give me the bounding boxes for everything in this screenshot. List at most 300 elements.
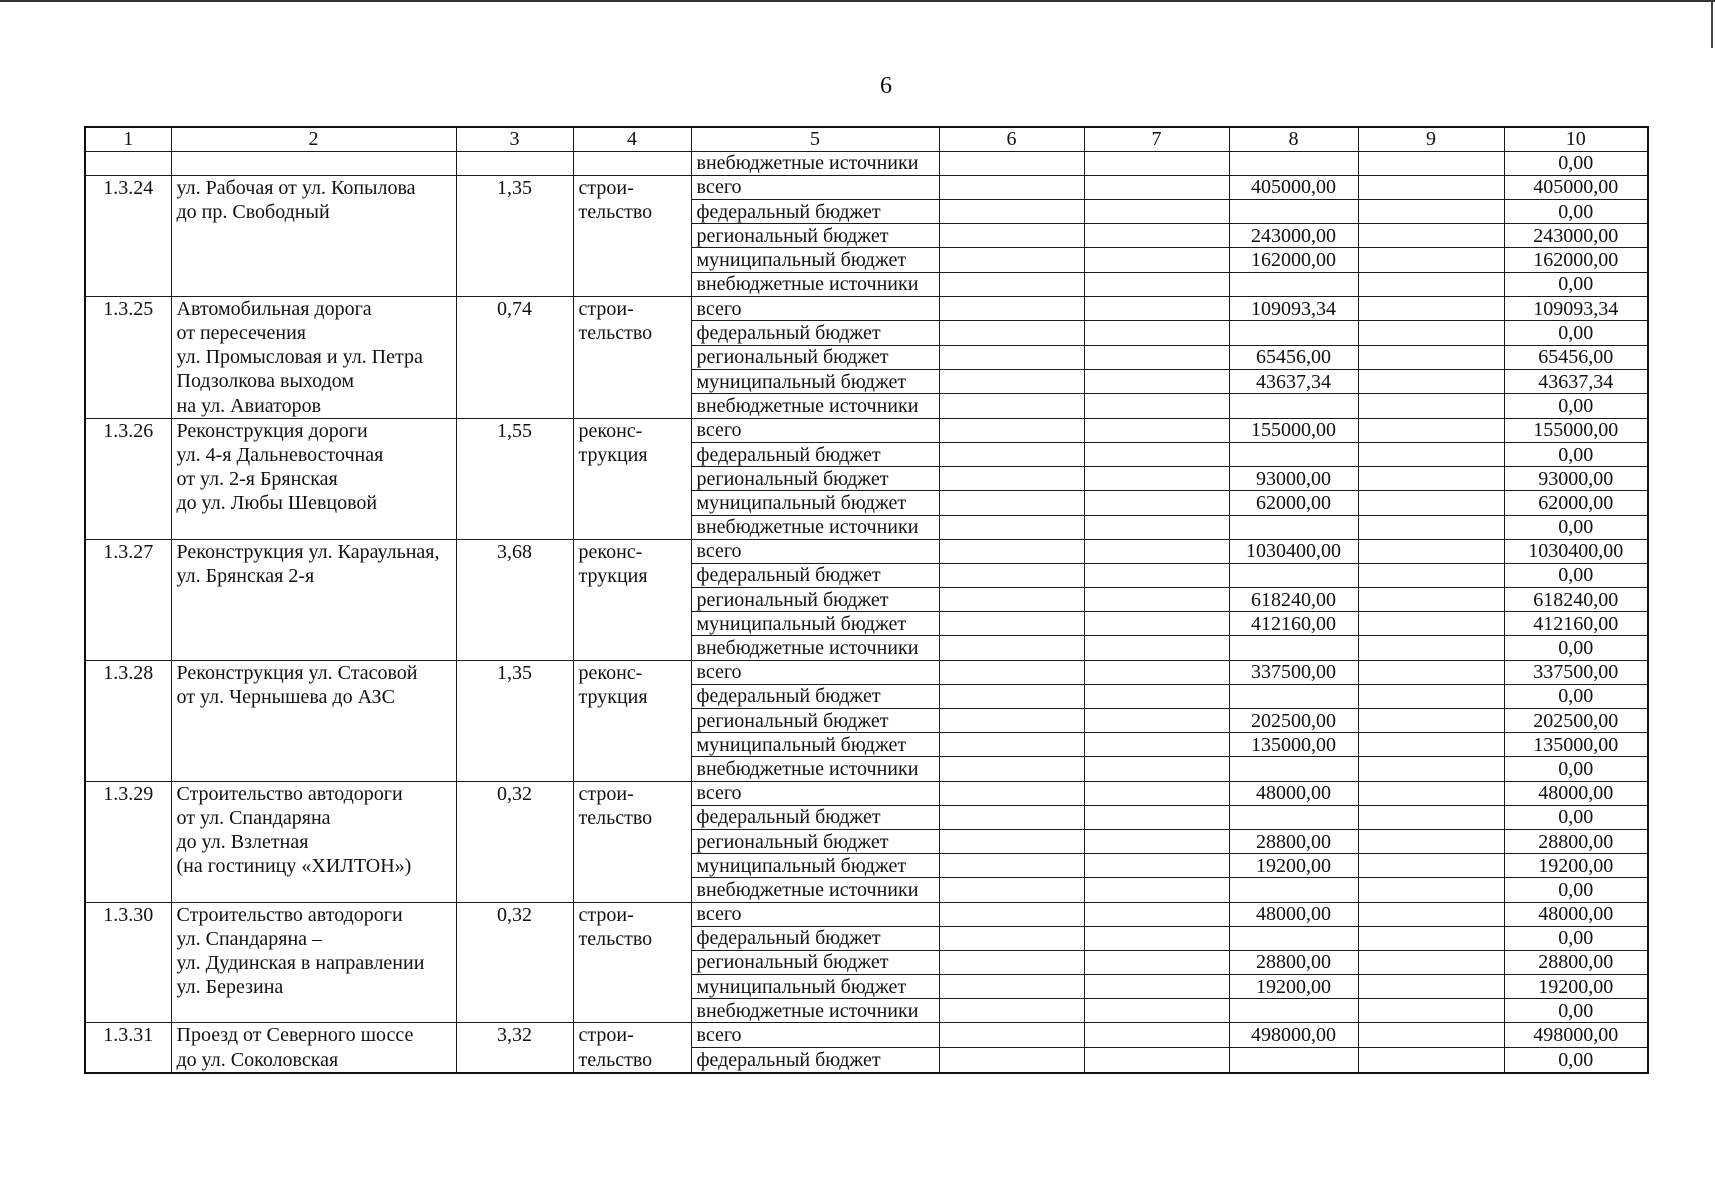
column-8-value [1229, 805, 1358, 829]
column-10-value: 0,00 [1504, 805, 1648, 829]
column-7-cell [1084, 975, 1229, 999]
column-7-cell [1084, 781, 1229, 805]
funding-source: федеральный бюджет [691, 563, 939, 587]
scan-edge-top [0, 0, 1715, 2]
column-8-value [1229, 321, 1358, 345]
column-8-value: 1030400,00 [1229, 539, 1358, 563]
funding-source: региональный бюджет [691, 345, 939, 369]
column-9-cell [1358, 563, 1504, 587]
item-code: 1.3.30 [85, 902, 171, 1023]
funding-source: муниципальный бюджет [691, 854, 939, 878]
column-10-value: 0,00 [1504, 321, 1648, 345]
column-7-cell [1084, 200, 1229, 224]
work-type-line: тельство [578, 322, 653, 344]
funding-source: всего [691, 539, 939, 563]
column-7-cell [1084, 563, 1229, 587]
column-9-cell [1358, 248, 1504, 272]
column-9-cell [1358, 588, 1504, 612]
column-6-cell [939, 829, 1084, 853]
column-9-cell [1358, 345, 1504, 369]
column-6-cell [939, 854, 1084, 878]
work-type [573, 781, 691, 902]
column-8-value: 28800,00 [1229, 950, 1358, 974]
column-header-9: 9 [1358, 127, 1504, 151]
column-9-cell [1358, 1023, 1504, 1048]
table-row [85, 539, 1648, 563]
column-7-cell [1084, 296, 1229, 320]
column-9-cell [1358, 950, 1504, 974]
column-6-cell [939, 175, 1084, 199]
column-7-cell [1084, 588, 1229, 612]
column-8-value [1229, 563, 1358, 587]
funding-source: федеральный бюджет [691, 200, 939, 224]
funding-source: региональный бюджет [691, 588, 939, 612]
item-code [85, 151, 171, 175]
work-type [573, 539, 691, 660]
column-6-cell [939, 733, 1084, 757]
work-type-line: строи- [578, 1024, 634, 1047]
column-10-value: 93000,00 [1504, 467, 1648, 491]
column-8-value [1229, 878, 1358, 902]
object-name-line: до ул. Взлетная [176, 830, 309, 853]
column-10-value: 65456,00 [1504, 345, 1648, 369]
funding-source: федеральный бюджет [691, 1048, 939, 1073]
column-8-value: 243000,00 [1229, 224, 1358, 248]
column-10-value: 0,00 [1504, 200, 1648, 224]
column-8-value [1229, 636, 1358, 660]
work-type-line: трукция [578, 685, 648, 708]
column-7-cell [1084, 829, 1229, 853]
object-name-line: Автомобильная дорога [176, 297, 372, 320]
column-9-cell [1358, 733, 1504, 757]
column-9-cell [1358, 539, 1504, 563]
item-code: 1.3.31 [85, 1023, 171, 1073]
column-8-value: 498000,00 [1229, 1023, 1358, 1048]
work-type [573, 151, 691, 175]
column-6-cell [939, 563, 1084, 587]
column-7-cell [1084, 612, 1229, 636]
funding-source: муниципальный бюджет [691, 369, 939, 393]
column-6-cell [939, 684, 1084, 708]
object-name-line: Подзолкова выходом [176, 370, 355, 393]
table-row [85, 175, 1648, 199]
column-7-cell [1084, 442, 1229, 466]
funding-source: внебюджетные источники [691, 757, 939, 781]
column-9-cell [1358, 757, 1504, 781]
column-8-value: 43637,34 [1229, 369, 1358, 393]
column-6-cell [939, 151, 1084, 175]
column-header-4: 4 [573, 127, 691, 151]
object-name-line: Строительство автодороги [176, 903, 403, 926]
column-6-cell [939, 926, 1084, 950]
column-10-value: 1030400,00 [1504, 539, 1648, 563]
column-7-cell [1084, 224, 1229, 248]
column-7-cell [1084, 248, 1229, 272]
column-8-value: 62000,00 [1229, 491, 1358, 515]
column-8-value [1229, 394, 1358, 418]
object-name-line: от ул. Спандаряна [176, 806, 331, 829]
column-8-value: 109093,34 [1229, 296, 1358, 320]
column-8-value [1229, 151, 1358, 175]
column-9-cell [1358, 175, 1504, 199]
column-7-cell [1084, 999, 1229, 1023]
column-9-cell [1358, 272, 1504, 296]
column-6-cell [939, 248, 1084, 272]
object-name [171, 418, 456, 539]
column-6-cell [939, 709, 1084, 733]
column-9-cell [1358, 200, 1504, 224]
column-10-value: 202500,00 [1504, 709, 1648, 733]
object-name-line: до ул. Любы Шевцовой [176, 492, 378, 515]
work-type-line: тельство [578, 1048, 653, 1071]
column-10-value: 0,00 [1504, 151, 1648, 175]
column-6-cell [939, 345, 1084, 369]
column-6-cell [939, 467, 1084, 491]
column-8-value [1229, 926, 1358, 950]
column-6-cell [939, 272, 1084, 296]
column-10-value: 0,00 [1504, 515, 1648, 539]
page-number: 6 [880, 73, 892, 99]
table-body [85, 151, 1648, 1073]
column-8-value: 93000,00 [1229, 467, 1358, 491]
funding-source: федеральный бюджет [691, 321, 939, 345]
column-header-6: 6 [939, 127, 1084, 151]
item-code: 1.3.28 [85, 660, 171, 781]
column-8-value: 618240,00 [1229, 588, 1358, 612]
object-name-line: от ул. 2-я Брянская [176, 468, 338, 491]
work-type [573, 175, 691, 296]
work-type-line: трукция [578, 564, 648, 587]
length-value: 0,74 [456, 296, 573, 418]
column-10-value: 0,00 [1504, 636, 1648, 660]
column-7-cell [1084, 539, 1229, 563]
funding-source: внебюджетные источники [691, 636, 939, 660]
work-type-line: строи- [578, 782, 634, 805]
work-type-line: тельство [578, 806, 653, 829]
work-type [573, 418, 691, 539]
column-6-cell [939, 1048, 1084, 1073]
column-7-cell [1084, 805, 1229, 829]
column-8-value: 28800,00 [1229, 829, 1358, 853]
funding-source: федеральный бюджет [691, 442, 939, 466]
column-6-cell [939, 539, 1084, 563]
column-9-cell [1358, 418, 1504, 442]
column-header-8: 8 [1229, 127, 1358, 151]
funding-source: всего [691, 660, 939, 684]
funding-source: федеральный бюджет [691, 684, 939, 708]
column-6-cell [939, 781, 1084, 805]
column-6-cell [939, 975, 1084, 999]
column-6-cell [939, 1023, 1084, 1048]
work-type [573, 902, 691, 1023]
column-7-cell [1084, 1023, 1229, 1048]
funding-source: муниципальный бюджет [691, 491, 939, 515]
column-7-cell [1084, 151, 1229, 175]
column-6-cell [939, 612, 1084, 636]
column-10-value: 337500,00 [1504, 660, 1648, 684]
column-8-value: 405000,00 [1229, 175, 1358, 199]
column-9-cell [1358, 296, 1504, 320]
column-8-value: 337500,00 [1229, 660, 1358, 684]
column-10-value: 162000,00 [1504, 248, 1648, 272]
column-9-cell [1358, 781, 1504, 805]
column-6-cell [939, 902, 1084, 926]
table-row [85, 902, 1648, 926]
column-10-value: 412160,00 [1504, 612, 1648, 636]
table-row [85, 660, 1648, 684]
column-8-value: 155000,00 [1229, 418, 1358, 442]
column-9-cell [1358, 854, 1504, 878]
object-name-line: ул. Брянская 2-я [176, 564, 315, 587]
column-7-cell [1084, 467, 1229, 491]
column-header-10: 10 [1504, 127, 1648, 151]
item-code: 1.3.25 [85, 296, 171, 418]
column-8-value [1229, 1048, 1358, 1073]
column-header-3: 3 [456, 127, 573, 151]
funding-source: внебюджетные источники [691, 151, 939, 175]
item-code: 1.3.24 [85, 175, 171, 296]
work-type-line: реконс- [578, 661, 643, 684]
column-10-value: 0,00 [1504, 757, 1648, 781]
column-7-cell [1084, 394, 1229, 418]
column-8-value: 65456,00 [1229, 345, 1358, 369]
object-name [171, 151, 456, 175]
column-9-cell [1358, 321, 1504, 345]
work-type-line: строи- [578, 176, 634, 199]
column-8-value: 48000,00 [1229, 902, 1358, 926]
column-10-value: 48000,00 [1504, 902, 1648, 926]
table-row [85, 296, 1648, 320]
column-10-value: 19200,00 [1504, 854, 1648, 878]
work-type-line: трукция [578, 443, 648, 466]
object-name-line: на ул. Авиаторов [176, 394, 322, 417]
funding-source: всего [691, 418, 939, 442]
column-9-cell [1358, 829, 1504, 853]
column-10-value: 109093,34 [1504, 296, 1648, 320]
object-name-line: от ул. Чернышева до АЗС [176, 685, 395, 708]
object-name [171, 781, 456, 902]
object-name-line: ул. Промысловая и ул. Петра [176, 346, 423, 369]
column-7-cell [1084, 660, 1229, 684]
column-6-cell [939, 369, 1084, 393]
column-7-cell [1084, 515, 1229, 539]
column-9-cell [1358, 902, 1504, 926]
object-name-line: до пр. Свободный [176, 201, 330, 224]
column-7-cell [1084, 709, 1229, 733]
work-type [573, 660, 691, 781]
column-9-cell [1358, 660, 1504, 684]
column-10-value: 43637,34 [1504, 369, 1648, 393]
column-10-value: 0,00 [1504, 926, 1648, 950]
column-9-cell [1358, 999, 1504, 1023]
column-9-cell [1358, 467, 1504, 491]
column-9-cell [1358, 394, 1504, 418]
column-9-cell [1358, 491, 1504, 515]
work-type-line: строи- [578, 297, 634, 320]
length-value: 0,32 [456, 781, 573, 902]
funding-source: региональный бюджет [691, 467, 939, 491]
item-code: 1.3.29 [85, 781, 171, 902]
funding-source: региональный бюджет [691, 950, 939, 974]
item-code: 1.3.27 [85, 539, 171, 660]
funding-source: внебюджетные источники [691, 272, 939, 296]
column-9-cell [1358, 1048, 1504, 1073]
length-value: 1,35 [456, 175, 573, 296]
length-value [456, 151, 573, 175]
work-type-line: реконс- [578, 419, 643, 442]
funding-source: муниципальный бюджет [691, 248, 939, 272]
length-value: 1,35 [456, 660, 573, 781]
column-header-7: 7 [1084, 127, 1229, 151]
column-9-cell [1358, 878, 1504, 902]
column-9-cell [1358, 442, 1504, 466]
funding-source: всего [691, 902, 939, 926]
object-name-line: (на гостиницу «ХИЛТОН») [176, 855, 412, 878]
column-6-cell [939, 394, 1084, 418]
table-row [85, 151, 1648, 175]
column-8-value: 48000,00 [1229, 781, 1358, 805]
column-9-cell [1358, 151, 1504, 175]
column-header-5: 5 [691, 127, 939, 151]
column-9-cell [1358, 926, 1504, 950]
column-9-cell [1358, 515, 1504, 539]
column-header-1: 1 [85, 127, 171, 151]
funding-source: муниципальный бюджет [691, 612, 939, 636]
column-6-cell [939, 805, 1084, 829]
table-header [85, 127, 1648, 151]
column-10-value: 0,00 [1504, 684, 1648, 708]
column-7-cell [1084, 1048, 1229, 1073]
column-header-2: 2 [171, 127, 456, 151]
column-10-value: 28800,00 [1504, 950, 1648, 974]
column-7-cell [1084, 878, 1229, 902]
column-7-cell [1084, 345, 1229, 369]
column-10-value: 243000,00 [1504, 224, 1648, 248]
column-7-cell [1084, 272, 1229, 296]
column-6-cell [939, 224, 1084, 248]
column-10-value: 0,00 [1504, 272, 1648, 296]
object-name [171, 175, 456, 296]
column-10-value: 0,00 [1504, 878, 1648, 902]
column-8-value [1229, 757, 1358, 781]
column-6-cell [939, 636, 1084, 660]
column-9-cell [1358, 805, 1504, 829]
column-9-cell [1358, 612, 1504, 636]
column-9-cell [1358, 224, 1504, 248]
work-type-line: строи- [578, 903, 634, 926]
column-8-value [1229, 272, 1358, 296]
column-6-cell [939, 588, 1084, 612]
column-6-cell [939, 418, 1084, 442]
column-8-value: 202500,00 [1229, 709, 1358, 733]
funding-source: муниципальный бюджет [691, 733, 939, 757]
funding-source: всего [691, 781, 939, 805]
column-10-value: 62000,00 [1504, 491, 1648, 515]
object-name-line: от пересечения [176, 322, 306, 344]
length-value: 1,55 [456, 418, 573, 539]
column-6-cell [939, 515, 1084, 539]
column-10-value: 19200,00 [1504, 975, 1648, 999]
column-7-cell [1084, 491, 1229, 515]
funding-source: всего [691, 175, 939, 199]
column-10-value: 135000,00 [1504, 733, 1648, 757]
column-9-cell [1358, 684, 1504, 708]
column-10-value: 618240,00 [1504, 588, 1648, 612]
object-name-line: Реконструкция дороги [176, 419, 368, 442]
object-name [171, 1023, 456, 1073]
work-type [573, 1023, 691, 1073]
column-8-value: 412160,00 [1229, 612, 1358, 636]
work-type-line: реконс- [578, 540, 643, 563]
column-7-cell [1084, 636, 1229, 660]
column-9-cell [1358, 369, 1504, 393]
item-code: 1.3.26 [85, 418, 171, 539]
object-name-line: Проезд от Северного шоссе [176, 1024, 414, 1047]
object-name-line: Реконструкция ул. Стасовой [176, 661, 418, 684]
column-7-cell [1084, 175, 1229, 199]
column-6-cell [939, 878, 1084, 902]
object-name-line: ул. Рабочая от ул. Копылова [176, 176, 416, 199]
column-6-cell [939, 950, 1084, 974]
column-8-value: 162000,00 [1229, 248, 1358, 272]
column-8-value: 135000,00 [1229, 733, 1358, 757]
column-10-value: 498000,00 [1504, 1023, 1648, 1048]
object-name-line: ул. Березина [176, 976, 284, 999]
funding-source: внебюджетные источники [691, 999, 939, 1023]
object-name-line: ул. Спандаряна – [176, 927, 323, 950]
funding-source: внебюджетные источники [691, 394, 939, 418]
object-name-line: ул. 4-я Дальневосточная [176, 443, 384, 466]
object-name-line: Строительство автодороги [176, 782, 403, 805]
object-name-line: до ул. Соколовская [176, 1048, 339, 1071]
column-7-cell [1084, 684, 1229, 708]
object-name [171, 660, 456, 781]
table-row [85, 781, 1648, 805]
column-8-value [1229, 515, 1358, 539]
column-8-value [1229, 442, 1358, 466]
column-7-cell [1084, 418, 1229, 442]
column-10-value: 0,00 [1504, 563, 1648, 587]
header-row [85, 127, 1648, 151]
column-7-cell [1084, 926, 1229, 950]
object-name-line: ул. Дудинская в направлении [176, 951, 425, 974]
length-value: 3,32 [456, 1023, 573, 1073]
table-row [85, 418, 1648, 442]
column-10-value: 0,00 [1504, 1048, 1648, 1073]
column-7-cell [1084, 950, 1229, 974]
column-7-cell [1084, 902, 1229, 926]
column-6-cell [939, 296, 1084, 320]
funding-source: внебюджетные источники [691, 515, 939, 539]
column-8-value [1229, 684, 1358, 708]
column-10-value: 48000,00 [1504, 781, 1648, 805]
scan-edge-right [1711, 0, 1713, 48]
work-type-line: тельство [578, 201, 653, 224]
column-6-cell [939, 757, 1084, 781]
column-6-cell [939, 999, 1084, 1023]
column-8-value [1229, 999, 1358, 1023]
column-10-value: 0,00 [1504, 442, 1648, 466]
column-10-value: 0,00 [1504, 394, 1648, 418]
column-6-cell [939, 200, 1084, 224]
column-7-cell [1084, 757, 1229, 781]
object-name-line: Реконструкция ул. Караульная, [176, 540, 440, 563]
length-value: 3,68 [456, 539, 573, 660]
column-8-value [1229, 200, 1358, 224]
column-10-value: 155000,00 [1504, 418, 1648, 442]
column-7-cell [1084, 369, 1229, 393]
object-name [171, 296, 456, 418]
